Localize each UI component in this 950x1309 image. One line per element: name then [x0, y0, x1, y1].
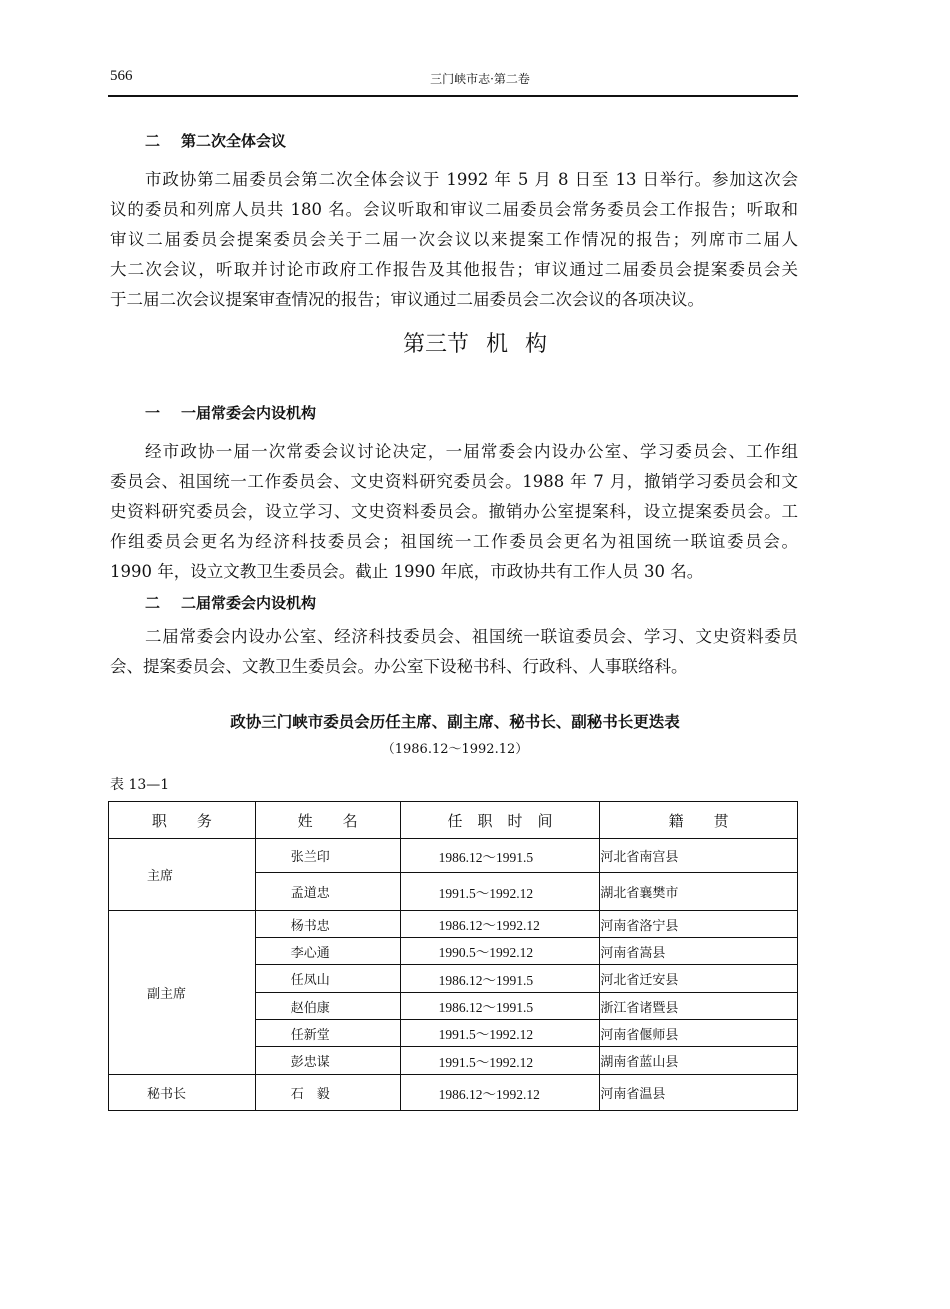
- section-heading-first-committee: [145, 402, 316, 423]
- paragraph-first-committee: [110, 437, 798, 587]
- heading-number: 一: [145, 404, 161, 422]
- header-term: 任 职 时 间: [400, 802, 600, 839]
- table-title: 政协三门峡市委员会历任主席、副主席、秘书长、副秘书长更迭表: [230, 713, 680, 731]
- term-cell: 1991.5～1992.12: [400, 873, 600, 911]
- section-heading-second-plenary: [145, 130, 286, 151]
- term-cell: 1986.12～1992.12: [400, 911, 600, 938]
- section-heading-second-committee: [145, 592, 316, 613]
- position-cell: 主席: [109, 839, 256, 911]
- name-cell: 张兰印: [255, 839, 400, 873]
- page-number: 566: [110, 68, 133, 84]
- section-title: 第三节 机 构: [403, 332, 547, 357]
- term-cell: 1986.12～1991.5: [400, 839, 600, 873]
- origin-cell: 河南省洛宁县: [600, 911, 798, 938]
- table-row: [109, 911, 798, 938]
- term-cell: 1986.12～1992.12: [400, 1075, 600, 1111]
- heading-text: 一届常委会内设机构: [181, 404, 317, 422]
- position-cell: 副主席: [109, 911, 256, 1075]
- origin-cell: 河南省嵩县: [600, 938, 798, 965]
- paragraph-line: 史资料研究委员会，设立学习、文史资料委员会。撤销办公室提案科，设立提案委员会。工: [110, 502, 798, 521]
- term-cell: 1990.5～1992.12: [400, 938, 600, 965]
- paragraph-line: 1990 年，设立文教卫生委员会。截止 1990 年底，市政协共有工作人员 30 名。: [110, 562, 704, 581]
- term-cell: 1986.12～1991.5: [400, 965, 600, 993]
- term-cell: 1991.5～1992.12: [400, 1020, 600, 1047]
- origin-cell: 河北省南宫县: [600, 839, 798, 873]
- origin-cell: 浙江省诸暨县: [600, 993, 798, 1020]
- paragraph-line: 议的委员和列席人员共 180 名。会议听取和审议二届委员会常务委员会工作报告；听取和: [110, 200, 798, 219]
- header-position: 职 务: [109, 802, 256, 839]
- paragraph-line: 委员会、祖国统一工作委员会、文史资料研究委员会。1988 年 7 月，撤销学习委员会和文: [110, 472, 798, 491]
- name-cell: 孟道忠: [255, 873, 400, 911]
- header-rule: [108, 95, 798, 97]
- origin-cell: 湖北省襄樊市: [600, 873, 798, 911]
- name-cell: 石 毅: [255, 1075, 400, 1111]
- table-subtitle: （1986.12～1992.12）: [381, 742, 529, 757]
- table-row: [109, 839, 798, 873]
- name-cell: 彭忠谋: [255, 1047, 400, 1075]
- running-head: 三门峡市志·第二卷: [430, 72, 530, 86]
- origin-cell: 河北省迁安县: [600, 965, 798, 993]
- paragraph-line: 作组委员会更名为经济科技委员会；祖国统一工作委员会更名为祖国统一联谊委员会。: [110, 532, 798, 551]
- paragraph-line: 于二届二次会议提案审查情况的报告；审议通过二届委员会二次会议的各项决议。: [110, 290, 704, 309]
- origin-cell: 河南省偃师县: [600, 1020, 798, 1047]
- paragraph-line: 市政协第二届委员会第二次全体会议于 1992 年 5 月 8 日至 13 日举行。参加这次会: [145, 170, 798, 189]
- officials-table: [108, 801, 798, 1111]
- name-cell: 任新堂: [255, 1020, 400, 1047]
- name-cell: 赵伯康: [255, 993, 400, 1020]
- position-cell: 秘书长: [109, 1075, 256, 1111]
- table-label: 表 13—1: [110, 777, 170, 793]
- heading-number: 二: [145, 594, 161, 612]
- origin-cell: 河南省温县: [600, 1075, 798, 1111]
- name-cell: 杨书忠: [255, 911, 400, 938]
- term-cell: 1986.12～1991.5: [400, 993, 600, 1020]
- header-name: 姓 名: [255, 802, 400, 839]
- heading-number: 二: [145, 132, 161, 150]
- paragraph-second-committee: [110, 622, 798, 682]
- paragraph-second-plenary: [110, 165, 798, 315]
- term-cell: 1991.5～1992.12: [400, 1047, 600, 1075]
- table-row: [109, 1075, 798, 1111]
- paragraph-line: 经市政协一届一次常委会议讨论决定，一届常委会内设办公室、学习委员会、工作组: [145, 442, 798, 461]
- paragraph-line: 会、提案委员会、文教卫生委员会。办公室下设秘书科、行政科、人事联络科。: [110, 657, 688, 676]
- header-origin: 籍 贯: [600, 802, 798, 839]
- table-header-row: [109, 802, 798, 839]
- paragraph-line: 二届常委会内设办公室、经济科技委员会、祖国统一联谊委员会、学习、文史资料委员: [145, 627, 798, 646]
- heading-text: 第二次全体会议: [181, 132, 287, 150]
- name-cell: 任凤山: [255, 965, 400, 993]
- heading-text: 二届常委会内设机构: [181, 594, 317, 612]
- name-cell: 李心通: [255, 938, 400, 965]
- paragraph-line: 大二次会议，听取并讨论市政府工作报告及其他报告；审议通过二届委员会提案委员会关: [110, 260, 798, 279]
- origin-cell: 湖南省蓝山县: [600, 1047, 798, 1075]
- paragraph-line: 审议二届委员会提案委员会关于二届一次会议以来提案工作情况的报告；列席市二届人: [110, 230, 798, 249]
